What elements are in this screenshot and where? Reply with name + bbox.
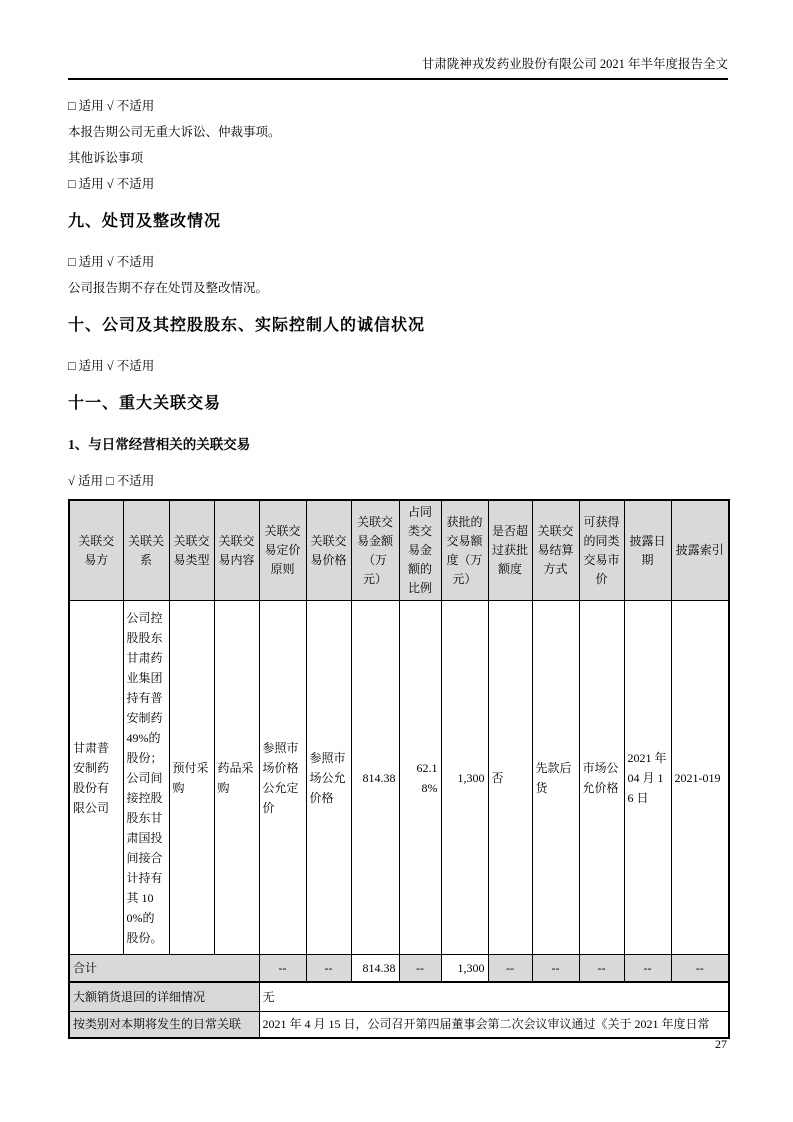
returns-label: 大额销货退回的详细情况: [69, 982, 259, 1012]
total-row: [69, 955, 729, 982]
page-number: 27: [715, 1037, 727, 1051]
subsection-title-daily-transactions: 1、与日常经营相关的关联交易: [68, 437, 251, 452]
col-header-relation: 关联关系: [123, 500, 169, 601]
col-header-market-price: 可获得的同类交易市价: [579, 500, 624, 601]
cell-pricing-principle: 参照市场价格公允定价: [259, 601, 306, 955]
total-market-price: --: [579, 955, 624, 982]
col-header-pricing-principle: 关联交易定价原则: [259, 500, 306, 601]
page-header: [68, 0, 728, 80]
applicability-line: □ 适用 √ 不适用: [68, 359, 155, 373]
col-header-disclosure-date: 披露日期: [624, 500, 671, 601]
litigation-statement: 本报告期公司无重大诉讼、仲裁事项。: [68, 125, 281, 139]
cell-type: 预付采购: [169, 601, 214, 955]
col-header-content: 关联交易内容: [214, 500, 259, 601]
cell-content: 药品采购: [214, 601, 259, 955]
cell-price: 参照市场公允价格: [306, 601, 351, 955]
col-header-disclosure-index: 披露索引: [671, 500, 729, 601]
report-title: 甘肃陇神戎发药业股份有限公司 2021 年半年度报告全文: [421, 57, 728, 71]
section-title-penalty: 九、处罚及整改情况: [68, 213, 222, 230]
col-header-party: 关联交易方: [69, 500, 123, 601]
col-header-ratio: 占同类交易金额的比例: [399, 500, 441, 601]
applicability-line: □ 适用 √ 不适用: [68, 99, 155, 113]
cell-amount: 814.38: [351, 601, 399, 955]
col-header-amount: 关联交易金额（万元）: [351, 500, 399, 601]
cell-relation: 公司控股股东甘肃药业集团持有普安制药49%的股份；公司间接控股股东甘肃国投间接合计持有其 100%的股份。: [123, 601, 169, 955]
col-header-over-quota: 是否超过获批额度: [488, 500, 532, 601]
cell-approved-quota: 1,300: [441, 601, 488, 955]
returns-row: [69, 982, 729, 1012]
total-over-quota: --: [488, 955, 532, 982]
applicability-line: □ 适用 √ 不适用: [68, 177, 155, 191]
cell-disclosure-index: 2021-019: [671, 601, 729, 955]
cell-market-price: 市场公允价格: [579, 601, 624, 955]
total-price: --: [306, 955, 351, 982]
col-header-approved-quota: 获批的交易额度（万元）: [441, 500, 488, 601]
cell-party: 甘肃普安制药股份有限公司: [69, 601, 123, 955]
returns-value: 无: [259, 982, 729, 1012]
total-ratio: --: [399, 955, 441, 982]
category-value: 2021 年 4 月 15 日，公司召开第四届董事会第二次会议审议通过《关于 2021 年度日常: [259, 1012, 729, 1038]
table-header-row: [69, 500, 729, 601]
total-disclosure-date: --: [624, 955, 671, 982]
cell-settlement: 先款后货: [532, 601, 579, 955]
col-header-type: 关联交易类型: [169, 500, 214, 601]
related-transactions-table: [68, 499, 730, 1039]
col-header-price: 关联交易价格: [306, 500, 351, 601]
cell-ratio: 62.18%: [399, 601, 441, 955]
section-title-integrity: 十、公司及其控股股东、实际控制人的诚信状况: [68, 317, 426, 334]
category-label: 按类别对本期将发生的日常关联: [69, 1012, 259, 1038]
total-amount: 814.38: [351, 955, 399, 982]
applicability-line: □ 适用 √ 不适用: [68, 255, 155, 269]
other-litigation-title: 其他诉讼事项: [68, 151, 144, 165]
section-title-related-transactions: 十一、重大关联交易: [68, 395, 222, 412]
total-pricing-principle: --: [259, 955, 306, 982]
total-disclosure-index: --: [671, 955, 729, 982]
table-row: [69, 601, 729, 955]
applicability-line: √ 适用 □ 不适用: [68, 474, 155, 488]
cell-over-quota: 否: [488, 601, 532, 955]
cell-disclosure-date: 2021 年 04 月 16 日: [624, 601, 671, 955]
total-settlement: --: [532, 955, 579, 982]
col-header-settlement: 关联交易结算方式: [532, 500, 579, 601]
penalty-statement: 公司报告期不存在处罚及整改情况。: [68, 281, 269, 295]
category-row: [69, 1012, 729, 1038]
total-approved-quota: 1,300: [441, 955, 488, 982]
total-label: 合计: [69, 955, 259, 982]
